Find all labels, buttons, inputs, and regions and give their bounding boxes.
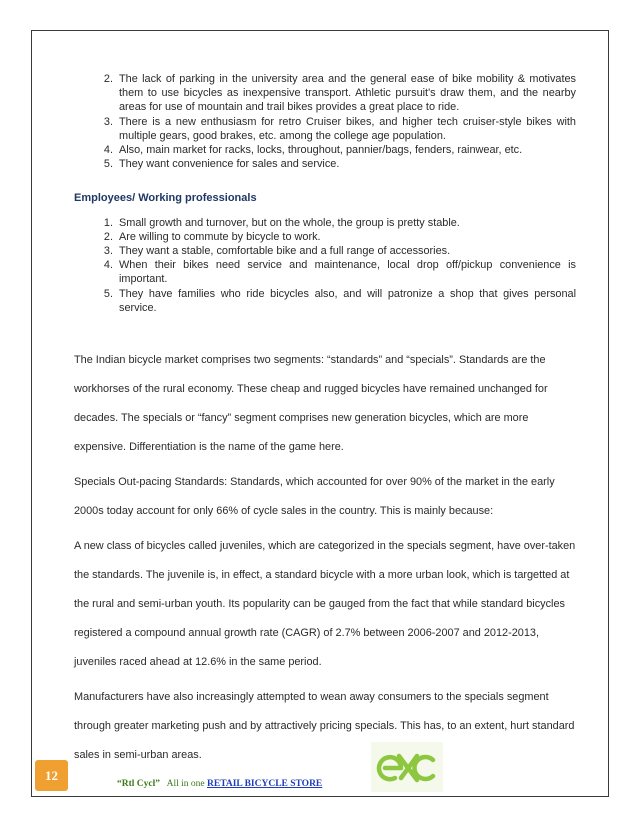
bicycle-logo-icon (371, 742, 443, 792)
list-item: 4. When their bikes need service and maintenance, local drop off/pickup convenience is important. (116, 258, 576, 286)
list-item: 2. The lack of parking in the university area and the general ease of bike mobility & motivates them to use bicycles as inexpensive transport. Athletic pursuit's draw them, and the nearby areas for use of mountain and trail bikes provides a great place to ride. (116, 72, 576, 115)
section-heading: Employees/ Working professionals (74, 192, 257, 205)
list-item: 3. There is a new enthusiasm for retro Cruiser bikes, and higher tech cruiser-style bikes with multiple gears, good brakes, etc. among the college age population. (116, 115, 576, 143)
paragraph: Specials Out-pacing Standards: Standards, which accounted for over 90% of the market in the early 2000s today account for only 66% of cycle sales in the country. This is mainly because: (74, 476, 555, 518)
footer-store: RETAIL BICYCLE STORE (207, 779, 323, 789)
footer-middle: All in one (166, 779, 205, 789)
list-item: 2. Are willing to commute by bicycle to work. (116, 230, 576, 244)
footer-brand: “Rtl Cycl” (117, 779, 161, 789)
footer-text (117, 779, 322, 789)
list-item: 4. Also, main market for racks, locks, throughout, pannier/bags, fenders, rainwear, etc. (116, 143, 576, 157)
list-item: 1. Small growth and turnover, but on the whole, the group is pretty stable. (116, 216, 576, 230)
document-body (74, 69, 576, 770)
list-item: 3. They want a stable, comfortable bike and a full range of accessories. (116, 244, 576, 258)
page-number-badge: 12 (35, 760, 68, 791)
paragraph: The Indian bicycle market comprises two segments: “standards” and “specials”. Standards are the workhorses of the rural economy. These cheap and rugged bicycles have remained unchanged for decades. The specials or “fancy” segment comprises new generation bicycles, which are more expensive. Differentiation is the name of the game here. (74, 354, 548, 454)
employees-list (74, 216, 576, 315)
intro-list (74, 72, 576, 171)
paragraph: Manufacturers have also increasingly attempted to wean away consumers to the specials segment through greater marketing push and by attractively pricing specials. This has, to an extent, hurt standard sales in semi-urban areas. (74, 691, 575, 762)
list-item: 5. They have families who ride bicycles also, and will patronize a shop that gives personal service. (116, 287, 576, 315)
list-item: 5. They want convenience for sales and service. (116, 157, 576, 171)
paragraph: A new class of bicycles called juveniles, which are categorized in the specials segment, have over-taken the standards. The juvenile is, in effect, a standard bicycle with a more urban look, which is targetted at the rural and semi-urban youth. Its popularity can be gauged from the fact that while standard bicycles registered a compound annual growth rate (CAGR) of 2.7% between 2006-2007 and 2012-2013, juveniles raced ahead at 12.6% in the same period. (74, 540, 576, 669)
